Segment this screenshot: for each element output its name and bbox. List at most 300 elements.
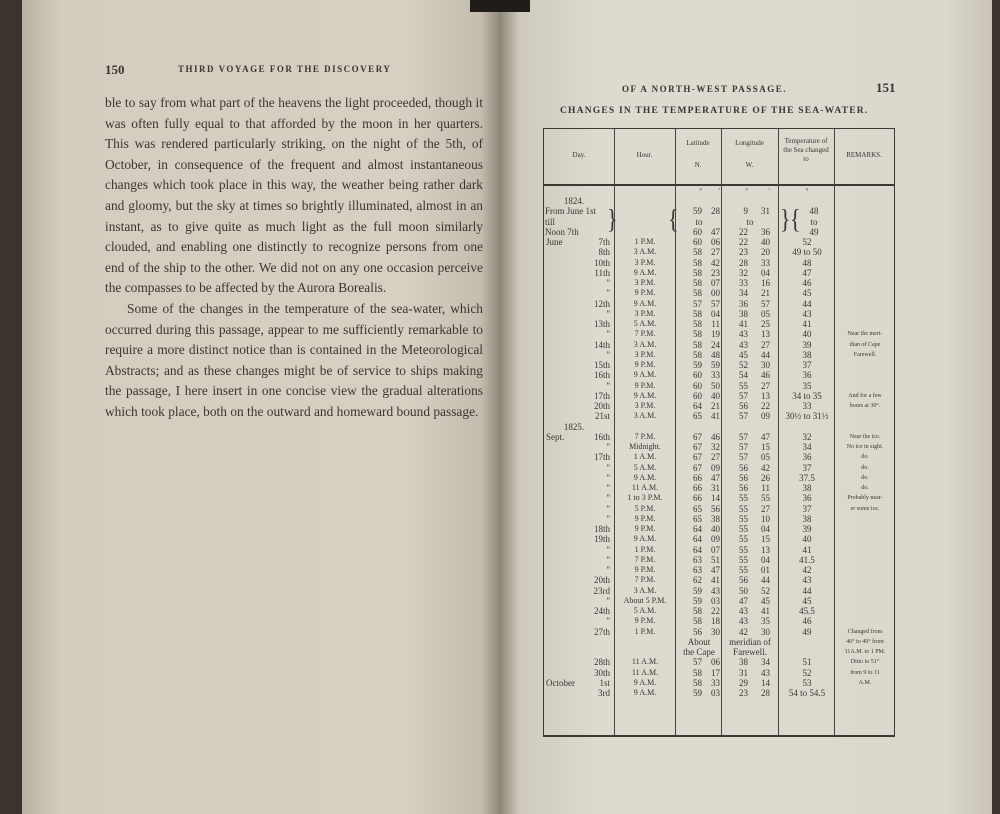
day-cell: " [606,554,610,565]
day-cell: 12th [593,298,610,309]
longitude-degrees: 41 [739,319,748,329]
brace-mark: { [790,203,801,235]
latitude-minutes: 18 [711,616,720,627]
longitude-degrees: 56 [739,401,748,411]
day-cell: 18th [593,524,610,534]
day-cell: " [606,472,610,483]
longitude-degrees: 22 [739,237,748,247]
table-row [544,637,894,647]
longitude-minutes: 04 [761,524,770,534]
day-cell: 11th [594,267,610,278]
latitude-degrees: 58 [693,278,702,288]
longitude-minutes: 44 [761,575,770,586]
latitude-degrees: 58 [693,267,702,278]
hour-cell: 3 P.M. [634,308,656,318]
latitude-degrees: 66 [693,483,702,493]
latitude-minutes: 48 [711,349,720,360]
hour-cell: 9 P.M. [634,288,656,298]
day-cell: 3rd [598,688,610,698]
hour-cell: 9 P.M. [634,513,656,523]
left-running-head: THIRD VOYAGE FOR THE DISCOVERY [178,64,392,74]
day-cell: 13th [593,319,610,329]
latitude-minutes: 57 [711,298,720,309]
day-cell: 17th [593,452,610,463]
paragraph: Some of the changes in the temperature of the sea-water, which occurred during this passage, appear to me sufficiently remarkable to require a more distinct notice than is contained in the Meteorological Abstracts; and as these changes might be of service to ships making the passage, I here insert in one concise view the gradual alterations which took place, both on the outward and homeward bound passage. [105,300,483,419]
longitude-degrees: 57 [739,411,748,422]
temperature-cell: 42 [802,565,812,575]
temperature-cell: 38 [802,513,812,524]
longitude-minutes: 26 [761,472,770,483]
hour-cell: 7 P.M. [634,329,656,339]
temperature-cell: 40 [802,329,812,340]
table-row [544,463,894,473]
temperature-cell: 33 [802,401,812,411]
latitude-minutes: 19 [711,329,720,340]
longitude-minutes: 16 [761,278,770,288]
day-cell: From June 1st [545,206,597,217]
longitude-minutes: 04 [761,554,770,565]
hour-cell: Midnight. [629,442,661,451]
hour-cell: 3 P.M. [634,278,656,287]
brace-mark: { [668,203,679,235]
latitude-minutes: 46 [711,431,720,442]
latitude-minutes: 06 [711,657,720,668]
latitude-minutes: 09 [711,534,720,545]
hour-cell: 5 A.M. [633,462,657,472]
longitude-degrees: 56 [739,483,748,493]
temperature-cell: 34 to 35 [792,390,822,401]
hour-cell: 9 P.M. [634,360,656,369]
temperature-table [543,128,895,737]
hour-cell: 1 P.M. [634,626,656,636]
latitude-degrees: 60 [693,370,702,381]
longitude-degrees: 28 [739,257,748,268]
table-row [544,596,894,606]
table-row [544,432,894,442]
temperature-cell: 34 [802,442,812,452]
table-row [544,258,894,268]
table-row [544,422,894,432]
latitude-minutes: 06 [711,237,720,247]
temperature-cell: 36 [802,452,812,463]
day-cell: 28th [593,657,610,668]
longitude-minutes: 13 [761,390,770,401]
latitude-note: the Cape [683,647,715,657]
latitude-degrees: 57 [693,657,702,668]
temperature-cell: 43 [802,308,812,319]
longitude-minutes: 14 [761,677,770,688]
latitude-minutes: 00 [711,288,720,299]
longitude-minutes: 43 [761,667,770,678]
remark-cell: Near the ice. [849,433,881,440]
latitude-degrees: 65 [693,513,702,524]
minute-unit: ′ [718,187,720,195]
day-cell: 20th [593,575,610,586]
table-row [544,370,894,380]
header-longitude: Longitude [735,139,764,147]
hour-cell: 3 P.M. [634,401,656,410]
table-row [544,514,894,524]
temperature-cell: 53 [802,677,812,688]
longitude-degrees: 55 [739,380,748,391]
latitude-minutes: 03 [711,595,720,606]
longitude-minutes: 04 [761,267,770,278]
longitude-minutes: 09 [761,411,770,422]
day-cell: 1825. [563,421,585,432]
table-row [544,381,894,391]
longitude-minutes: 44 [761,349,770,360]
temperature-cell: 49 [809,226,819,237]
longitude-minutes: 10 [761,513,770,524]
day-cell: 16th [593,431,610,442]
hour-cell: 11 A.M. [631,483,659,492]
latitude-degrees: 66 [693,493,702,504]
temperature-cell: 37.5 [799,472,815,483]
longitude-degrees: 55 [739,503,748,514]
temperature-cell: 46 [802,616,812,627]
day-cell: " [606,565,610,575]
remark-cell: A.M. [858,679,872,686]
day-cell: " [606,595,610,606]
header-hour: Hour. [636,151,653,159]
longitude-note: Farewell. [733,647,767,657]
latitude-minutes: 09 [711,462,720,473]
temperature-cell: 37 [802,503,812,514]
latitude-degrees: 59 [693,206,702,217]
longitude-minutes: 15 [761,534,770,545]
remark-cell: hours at 30°. [849,403,881,409]
table-row [544,350,894,360]
table-row [544,678,894,688]
temperature-cell: 41 [802,319,812,329]
longitude-minutes: 21 [761,288,770,299]
longitude-degrees: 38 [739,657,748,668]
remark-cell: Probably near- [847,495,883,502]
day-cell: " [606,503,610,514]
latitude-minutes: 17 [711,667,720,678]
latitude-degrees: 66 [693,472,702,483]
longitude-minutes: 41 [761,606,770,616]
latitude-degrees: 59 [693,595,702,606]
longitude-degrees: 50 [739,585,748,596]
day-cell: " [606,288,610,299]
longitude-degrees: 29 [739,677,748,688]
latitude-minutes: 43 [711,585,720,596]
hour-cell: 5 A.M. [633,319,657,328]
table-row [544,647,894,657]
longitude-minutes: 35 [761,616,770,627]
hour-cell: 1 P.M. [634,237,656,246]
longitude-minutes: 13 [761,544,770,555]
temperature-cell: 48 [809,206,819,217]
temperature-cell: 45.5 [799,606,815,616]
latitude-degrees: 60 [693,380,702,391]
latitude-minutes: 47 [711,565,720,575]
longitude-minutes: 30 [761,626,770,637]
longitude-minutes: 11 [761,483,770,493]
table-row [544,299,894,309]
hour-cell: 9 A.M. [633,534,657,544]
left-body-text [105,93,483,423]
temperature-cell: 45 [802,595,812,606]
longitude-degrees: 34 [739,288,748,299]
longitude-degrees: 54 [739,370,748,381]
latitude-minutes: 59 [711,360,720,370]
hour-cell: 3 A.M. [633,585,657,595]
day-cell: " [606,278,610,288]
longitude-degrees: 57 [739,390,748,401]
right-page-number: 151 [876,80,896,95]
day-cell: " [606,442,610,452]
hour-cell: 9 P.M. [634,380,656,390]
latitude-minutes: 27 [711,247,720,258]
temperature-cell: 47 [802,267,812,278]
day-cell: 1824. [563,196,585,206]
longitude-minutes: 40 [761,237,770,247]
latitude-minutes: 31 [711,483,720,493]
longitude-minutes: 52 [761,585,770,596]
temperature-cell: 45 [802,288,812,299]
latitude-degrees: 58 [693,677,702,688]
table-title: CHANGES IN THE TEMPERATURE OF THE SEA-WATER. [560,106,869,116]
longitude-degrees: 45 [739,349,748,360]
day-cell: 15th [593,360,610,370]
temperature-cell: 38 [802,483,812,493]
temperature-cell: 36 [802,493,812,504]
day-cell: " [606,493,610,504]
latitude-degrees: 64 [693,544,702,555]
longitude-minutes: 05 [761,452,770,463]
latitude-minutes: 40 [711,390,720,401]
hour-cell: 9 A.M. [633,677,657,687]
latitude-minutes: 47 [711,226,720,237]
latitude-degrees: 67 [693,462,702,473]
table-row [544,288,894,298]
day-cell: 10th [593,257,610,268]
hour-cell: 9 A.M. [633,370,657,380]
latitude-degrees: 60 [693,390,702,401]
temperature-cell: 37 [802,360,812,370]
latitude-degrees: 59 [693,585,702,596]
longitude-degrees: 43 [739,339,748,350]
table-row [544,237,894,247]
remark-cell: And for a few [848,392,882,399]
latitude-degrees: 58 [693,308,702,319]
table-row [544,196,894,206]
month-cell: Sept. [546,431,565,442]
hour-cell: 3 A.M. [633,411,657,421]
latitude-minutes: 40 [711,524,720,534]
table-row [544,401,894,411]
table-row [544,627,894,637]
longitude-minutes: 30 [761,360,770,370]
latitude-minutes: 21 [711,401,720,411]
longitude-note: to [746,216,754,227]
latitude-degrees: 64 [693,401,702,411]
longitude-minutes: 25 [761,319,770,329]
longitude-degrees: 22 [739,226,748,237]
hour-cell: 7 P.M. [634,554,656,564]
table-row [544,329,894,339]
latitude-minutes: 07 [711,278,720,288]
temperature-cell: 30½ to 31½ [785,411,829,422]
latitude-minutes: 42 [711,257,720,268]
temperature-cell: 39 [802,524,812,534]
remark-cell: do. [861,485,869,491]
temperature-cell: 43 [802,575,812,586]
temperature-cell: 46 [802,278,812,288]
longitude-degrees: 38 [739,308,748,319]
latitude-degrees: 58 [693,339,702,350]
longitude-minutes: 27 [761,380,770,391]
day-cell: 1st [599,677,610,688]
degree-unit: ° [699,187,702,195]
hour-cell: 5 P.M. [634,503,656,513]
brace-mark: } [780,203,791,235]
hour-cell: 9 A.M. [633,267,657,277]
temperature-cell: 41 [802,544,812,555]
day-cell: till [545,216,556,227]
temperature-cell: 40 [802,534,812,545]
latitude-degrees: 67 [693,452,702,463]
longitude-degrees: 32 [739,267,748,278]
brace-mark: } [607,203,618,235]
day-cell: 24th [593,606,610,616]
longitude-minutes: 27 [761,339,770,350]
day-cell: " [606,462,610,473]
table-row [544,616,894,626]
table-row [544,504,894,514]
table-row [544,483,894,493]
table-row [544,340,894,350]
longitude-degrees: 43 [739,329,748,340]
hour-cell: 9 P.M. [634,616,656,626]
hour-cell: 9 A.M. [633,390,657,400]
latitude-degrees: 67 [693,431,702,442]
remark-cell: Farewell. [853,351,877,358]
longitude-minutes: 36 [761,226,770,237]
day-cell: 27th [593,626,610,637]
day-cell: 20th [593,401,610,411]
longitude-degrees: 23 [739,247,748,258]
latitude-minutes: 47 [711,472,720,483]
latitude-degrees: 63 [693,554,702,565]
longitude-note: meridian of [729,636,771,647]
table-row [544,227,894,237]
longitude-degrees: 57 [739,452,748,463]
table-row [544,575,894,585]
temperature-cell: 51 [802,657,812,668]
latitude-minutes: 14 [711,493,720,504]
longitude-minutes: 46 [761,370,770,381]
latitude-minutes: 28 [711,206,720,217]
table-row [544,668,894,678]
longitude-minutes: 28 [761,688,770,698]
day-cell: " [606,483,610,493]
hour-cell: 9 P.M. [634,565,656,574]
latitude-degrees: 56 [693,626,702,637]
longitude-minutes: 57 [761,298,770,309]
day-cell: 21st [594,411,610,422]
header-remarks: REMARKS. [846,151,882,159]
longitude-degrees: 43 [739,616,748,627]
table-row [544,217,894,227]
table-row [544,534,894,544]
temperature-cell: 41.5 [799,554,815,565]
header-latitude: Latitude [686,139,710,147]
table-row [544,411,894,421]
left-page-number: 150 [105,62,125,77]
longitude-degrees: 55 [739,544,748,555]
day-cell: 16th [593,370,610,381]
latitude-minutes: 07 [711,544,720,555]
latitude-minutes: 56 [711,503,720,514]
latitude-degrees: 58 [693,667,702,678]
latitude-degrees: 65 [693,503,702,514]
longitude-degrees: 43 [739,606,748,616]
longitude-degrees: 56 [739,575,748,586]
longitude-degrees: 55 [739,493,748,504]
latitude-degrees: 58 [693,606,702,616]
latitude-minutes: 41 [711,575,720,586]
latitude-minutes: 32 [711,442,720,452]
month-cell: June [546,237,563,247]
longitude-degrees: 31 [739,667,748,678]
longitude-minutes: 47 [761,431,770,442]
temperature-cell: 48 [802,257,812,268]
hour-cell: 5 A.M. [633,606,657,615]
latitude-degrees: 58 [693,247,702,258]
hour-cell: 9 A.M. [633,472,657,482]
header-day: Day. [572,151,586,159]
latitude-degrees: 60 [693,237,702,247]
remark-cell: Ditto to 51° [850,659,880,666]
day-cell: Noon 7th [545,226,579,237]
table-row [544,524,894,534]
hour-cell: 9 A.M. [633,298,657,308]
latitude-degrees: 58 [693,349,702,360]
longitude-minutes: 55 [761,493,770,504]
remark-cell: do. [861,464,869,471]
table-body [544,196,894,698]
longitude-degrees: 9 [743,206,748,217]
longitude-degrees: 55 [739,565,748,575]
longitude-degrees: 57 [739,442,748,452]
table-row [544,473,894,483]
temperature-cell: 52 [802,667,812,678]
latitude-degrees: 59 [693,688,702,698]
remark-cell: from 9 to 11 [850,669,880,676]
longitude-degrees: 56 [739,472,748,483]
table-row [544,360,894,370]
remark-cell: do. [861,474,869,481]
longitude-degrees: 56 [739,462,748,473]
latitude-minutes: 03 [711,688,720,698]
hour-cell: 1 to 3 P.M. [627,493,663,503]
table-row [544,688,894,698]
day-cell: 19th [593,534,610,545]
degree-unit: ° [805,187,809,195]
table-row [544,278,894,288]
latitude-minutes: 23 [711,267,720,278]
table-row [544,391,894,401]
day-cell: 7th [598,237,610,247]
latitude-degrees: 64 [693,524,702,534]
longitude-minutes: 45 [761,595,770,606]
longitude-minutes: 13 [761,329,770,340]
temperature-cell: 36 [802,370,812,381]
latitude-degrees: 62 [693,575,702,586]
